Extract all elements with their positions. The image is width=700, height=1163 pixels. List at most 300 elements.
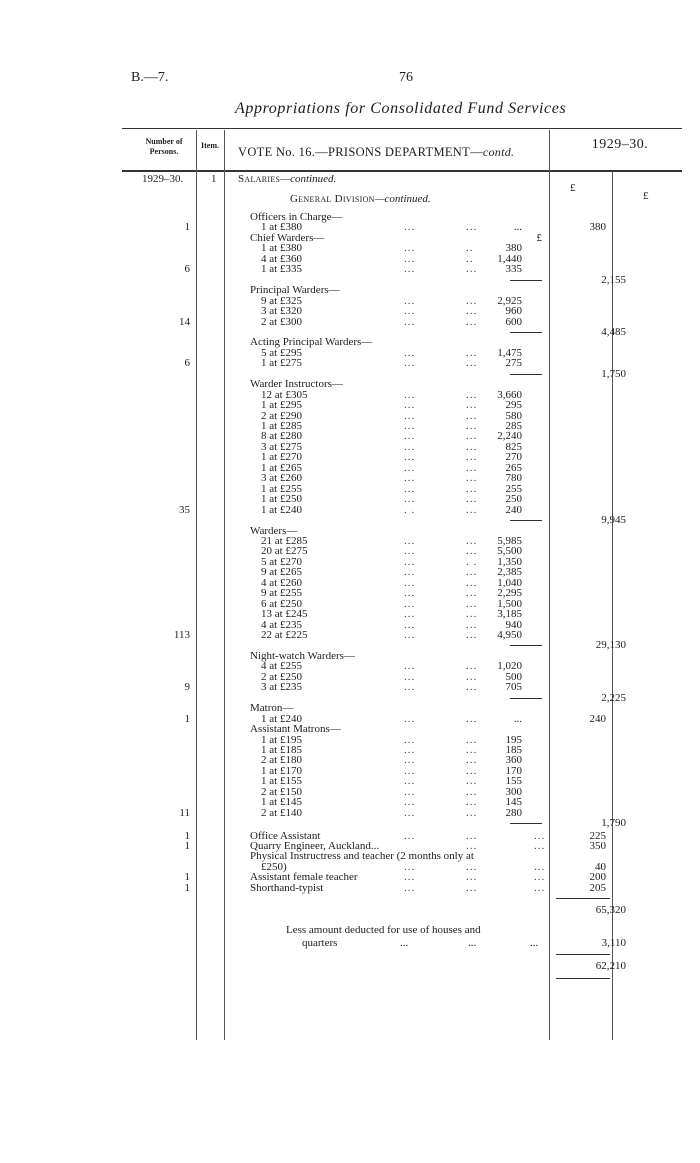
subtotal-rule bbox=[510, 698, 542, 699]
row-label: 21 at £285 bbox=[261, 534, 308, 547]
row-label: Quarry Engineer, Auckland... bbox=[250, 840, 380, 852]
row-amount: 155 bbox=[505, 775, 522, 788]
leader-dots: ... bbox=[534, 840, 546, 852]
row-label: Physical Instructress and teacher (2 months only at bbox=[250, 850, 474, 863]
table-row bbox=[120, 296, 680, 307]
row-amount: 1,440 bbox=[497, 252, 522, 265]
persons-count: 1 bbox=[184, 829, 190, 842]
row-total: 225 bbox=[589, 829, 606, 842]
row-label: 4 at £235 bbox=[261, 618, 302, 631]
row-amount: 3,185 bbox=[497, 608, 522, 621]
leader-dots: ... bbox=[404, 743, 416, 756]
row-amount: 270 bbox=[505, 451, 522, 464]
leader-dots: ... bbox=[404, 754, 416, 767]
row-amount: 2,295 bbox=[497, 587, 522, 600]
leader-dots: ... bbox=[466, 587, 478, 600]
persons-count: 1 bbox=[184, 221, 190, 234]
leader-dots: ... bbox=[404, 346, 416, 359]
row-label: 5 at £295 bbox=[261, 346, 302, 359]
vote-title-main: VOTE No. 16.—PRISONS DEPARTMENT— bbox=[238, 145, 483, 159]
row-label: 22 at £225 bbox=[261, 629, 308, 641]
table-row bbox=[120, 546, 680, 557]
leader-dots: ... bbox=[466, 597, 478, 610]
table-row bbox=[120, 682, 680, 693]
leader-dots: ... bbox=[404, 881, 416, 894]
row-label: 2 at £180 bbox=[261, 754, 302, 767]
row-label: 1 at £265 bbox=[261, 461, 302, 474]
table-row bbox=[120, 808, 680, 819]
row-total: 40 bbox=[595, 860, 606, 873]
group-title: Chief Warders— bbox=[250, 231, 325, 244]
row-label: Shorthand-typist bbox=[250, 881, 324, 894]
group-title: Night-watch Warders— bbox=[250, 649, 355, 662]
subtotal-rule bbox=[510, 645, 542, 646]
row-label: 2 at £250 bbox=[261, 670, 302, 683]
row-label: 1 at £285 bbox=[261, 420, 302, 432]
table-row bbox=[120, 442, 680, 453]
table-row bbox=[120, 787, 680, 798]
row-label: 2 at £150 bbox=[261, 785, 302, 798]
gross-total: 65,320 bbox=[595, 904, 626, 917]
leader-dots: ... bbox=[466, 840, 478, 852]
row-amount: 705 bbox=[505, 681, 522, 694]
persons-count: 113 bbox=[173, 629, 190, 641]
table-row bbox=[120, 599, 680, 610]
leader-dots: . . bbox=[466, 555, 478, 568]
row-amount: 3,660 bbox=[497, 388, 522, 401]
row-label: 1 at £250 bbox=[261, 493, 302, 506]
leader-dots: ... bbox=[466, 409, 478, 422]
subtotal-rule bbox=[510, 332, 542, 333]
row-amount: 335 bbox=[505, 263, 522, 276]
row-total: 350 bbox=[589, 840, 606, 852]
row-amount: 300 bbox=[505, 785, 522, 798]
persons-count: 1 bbox=[184, 881, 190, 894]
leader-dots: ... bbox=[466, 493, 478, 506]
leader-dots: ... bbox=[404, 587, 416, 600]
leader-dots: ... bbox=[404, 221, 416, 234]
total-rule bbox=[556, 978, 610, 979]
row-amount: 940 bbox=[505, 618, 522, 631]
leader-dots: ... bbox=[466, 263, 478, 276]
row-amount: 500 bbox=[505, 670, 522, 683]
row-amount: 285 bbox=[505, 420, 522, 432]
row-amount: 825 bbox=[505, 440, 522, 453]
table-row bbox=[120, 735, 680, 746]
row-amount: ... bbox=[513, 221, 522, 234]
table-row bbox=[120, 463, 680, 474]
group-total: 1,750 bbox=[601, 367, 626, 380]
row-label: 2 at £290 bbox=[261, 409, 302, 422]
row-label: Assistant female teacher bbox=[250, 871, 358, 884]
row-amount: 380 bbox=[505, 242, 522, 255]
group-title: Warders— bbox=[250, 524, 298, 537]
leader-dots: ... bbox=[404, 399, 416, 412]
leader-dots: .. bbox=[466, 252, 474, 265]
row-label: 1 at £170 bbox=[261, 764, 302, 777]
leader-dots: ... bbox=[404, 681, 416, 694]
leader-dots: ... bbox=[404, 712, 416, 725]
persons-count: 1 bbox=[184, 871, 190, 884]
table-row bbox=[120, 452, 680, 463]
row-amount: 2,385 bbox=[497, 566, 522, 579]
row-amount: 295 bbox=[505, 399, 522, 412]
leader-dots: ... bbox=[466, 829, 478, 842]
row-amount: 5,500 bbox=[497, 545, 522, 558]
leader-dots: ... bbox=[466, 785, 478, 798]
leader-dots: ... bbox=[534, 829, 546, 842]
leader-dots: ... bbox=[466, 440, 478, 453]
leader-dots: ... bbox=[404, 482, 416, 495]
row-label: 3 at £320 bbox=[261, 305, 302, 318]
group-total: 29,130 bbox=[595, 639, 626, 652]
row-amount: 195 bbox=[505, 733, 522, 746]
division-title bbox=[290, 193, 431, 205]
leader-dots: ... bbox=[404, 785, 416, 798]
row-label: 4 at £360 bbox=[261, 252, 302, 265]
row-label: 9 at £265 bbox=[261, 566, 302, 579]
table-row bbox=[120, 494, 680, 505]
table-row bbox=[120, 745, 680, 756]
leader-dots: ... bbox=[466, 618, 478, 631]
row-label: 1 at £275 bbox=[261, 357, 302, 370]
leader-dots: ... bbox=[466, 871, 478, 884]
leader-dots: ... bbox=[466, 221, 478, 234]
row-amount: 1,020 bbox=[497, 660, 522, 673]
row-label: 5 at £270 bbox=[261, 555, 302, 568]
leader-dots: ... bbox=[466, 860, 478, 873]
group-total: 2,225 bbox=[601, 691, 626, 704]
leader-dots: ... bbox=[404, 806, 416, 819]
persons-count: 11 bbox=[179, 806, 190, 819]
section-title-suffix: —continued. bbox=[280, 173, 337, 185]
leader-dots: ... bbox=[404, 242, 416, 255]
subtotal-rule bbox=[510, 374, 542, 375]
leader-dots: ... bbox=[466, 681, 478, 694]
row-label: 4 at £255 bbox=[261, 660, 302, 673]
leader-dots: ... bbox=[404, 294, 416, 307]
row-amount: 255 bbox=[505, 482, 522, 495]
page-reference: B.—7. bbox=[131, 70, 169, 85]
leader-dots: ... bbox=[404, 440, 416, 453]
table-row bbox=[120, 714, 680, 725]
row-label: 1 at £380 bbox=[261, 221, 302, 234]
persons-count: 1 bbox=[184, 840, 190, 852]
header-top-rule bbox=[122, 128, 682, 129]
row-label: 2 at £300 bbox=[261, 315, 302, 328]
persons-count: 1 bbox=[184, 712, 190, 725]
leader-dots: ... bbox=[404, 545, 416, 558]
leader-dots: ... bbox=[404, 430, 416, 443]
row-amount: 600 bbox=[505, 315, 522, 328]
row-amount: 360 bbox=[505, 754, 522, 767]
table-row bbox=[120, 755, 680, 766]
leader-dots: ... bbox=[530, 936, 539, 949]
row-label: 4 at £260 bbox=[261, 576, 302, 589]
leader-dots: ... bbox=[404, 566, 416, 579]
row-label: 1 at £295 bbox=[261, 399, 302, 412]
row-amount: 5,985 bbox=[497, 534, 522, 547]
table-row bbox=[120, 883, 680, 894]
group-total: 9,945 bbox=[601, 514, 626, 527]
leader-dots: ... bbox=[404, 576, 416, 589]
section-title-main: Salaries bbox=[238, 173, 281, 185]
row-label: 13 at £245 bbox=[261, 608, 308, 621]
row-label: 2 at £140 bbox=[261, 806, 302, 819]
leader-dots: ... bbox=[468, 936, 477, 949]
leader-dots: ... bbox=[534, 881, 546, 894]
row-label: 8 at £280 bbox=[261, 430, 302, 443]
row-label: 1 at £255 bbox=[261, 482, 302, 495]
item-number: 1 bbox=[211, 173, 217, 185]
table-row bbox=[120, 661, 680, 672]
group-title: Acting Principal Warders— bbox=[250, 336, 373, 349]
leader-dots: ... bbox=[466, 357, 478, 370]
table-row bbox=[120, 243, 680, 254]
persons-count: 14 bbox=[179, 315, 190, 328]
deduction-amount: 3,110 bbox=[601, 936, 626, 949]
table-row bbox=[120, 421, 680, 432]
section-title bbox=[238, 173, 336, 185]
leader-dots: ... bbox=[404, 263, 416, 276]
header-bottom-rule bbox=[122, 170, 682, 172]
table-row bbox=[120, 620, 680, 631]
leader-dots: ... bbox=[534, 871, 546, 884]
persons-count: 9 bbox=[184, 681, 190, 694]
row-label: 1 at £240 bbox=[261, 503, 302, 516]
currency-symbol: £ bbox=[643, 190, 649, 202]
leader-dots: ... bbox=[466, 660, 478, 673]
row-amount: 280 bbox=[505, 806, 522, 819]
leader-dots: ... bbox=[404, 451, 416, 464]
group-title: Matron— bbox=[250, 702, 294, 715]
row-amount: 250 bbox=[505, 493, 522, 506]
row-label: 20 at £275 bbox=[261, 545, 308, 558]
leader-dots: ... bbox=[466, 576, 478, 589]
row-amount: 275 bbox=[505, 357, 522, 370]
leader-dots: ... bbox=[404, 608, 416, 621]
leader-dots: ... bbox=[466, 806, 478, 819]
row-label: 1 at £145 bbox=[261, 796, 302, 809]
row-amount: 580 bbox=[505, 409, 522, 422]
leader-dots: ... bbox=[466, 315, 478, 328]
leader-dots: ... bbox=[466, 754, 478, 767]
group-total: 1,790 bbox=[601, 817, 626, 830]
table-row bbox=[120, 222, 680, 233]
column-header-item: Item. bbox=[201, 141, 219, 150]
total-rule bbox=[556, 898, 610, 899]
row-label: 1 at £335 bbox=[261, 263, 302, 276]
table-row bbox=[120, 766, 680, 777]
currency-symbol: £ bbox=[536, 231, 542, 244]
row-amount: 1,040 bbox=[497, 576, 522, 589]
page-number: 76 bbox=[399, 70, 413, 85]
group-total: 2,155 bbox=[601, 273, 626, 286]
table-row bbox=[120, 672, 680, 683]
group-title: Warder Instructors— bbox=[250, 378, 343, 391]
table-row bbox=[120, 578, 680, 589]
table-row bbox=[120, 348, 680, 359]
column-header-year: 1929–30. bbox=[591, 137, 649, 152]
leader-dots: ... bbox=[404, 534, 416, 547]
leader-dots: ... bbox=[404, 555, 416, 568]
row-label: 3 at £275 bbox=[261, 440, 302, 453]
currency-symbol: £ bbox=[570, 182, 576, 194]
leader-dots: ... bbox=[466, 294, 478, 307]
table-row bbox=[120, 609, 680, 620]
row-amount: 1,475 bbox=[497, 346, 522, 359]
table-row bbox=[120, 505, 680, 516]
row-amount: 265 bbox=[505, 461, 522, 474]
subtotal-rule bbox=[510, 520, 542, 521]
leader-dots: ... bbox=[534, 860, 546, 873]
row-label: Office Assistant bbox=[250, 829, 321, 842]
leader-dots: ... bbox=[466, 796, 478, 809]
division-title-main: General Division bbox=[290, 193, 375, 205]
page-title: Appropriations for Consolidated Fund Services bbox=[235, 100, 567, 117]
leader-dots: ... bbox=[404, 461, 416, 474]
group-total: 4,485 bbox=[601, 325, 626, 338]
table-row bbox=[120, 776, 680, 787]
leader-dots: ... bbox=[404, 796, 416, 809]
leader-dots: ... bbox=[404, 597, 416, 610]
subtotal-rule bbox=[510, 280, 542, 281]
leader-dots: ... bbox=[466, 472, 478, 485]
leader-dots: ... bbox=[466, 881, 478, 894]
leader-dots: ... bbox=[466, 743, 478, 756]
year-label: 1929–30. bbox=[142, 173, 184, 185]
table-row bbox=[120, 557, 680, 568]
leader-dots: ... bbox=[400, 936, 409, 949]
row-total: 240 bbox=[589, 712, 606, 725]
row-label: 1 at £195 bbox=[261, 733, 302, 746]
table-row bbox=[120, 254, 680, 265]
row-amount: ... bbox=[513, 712, 522, 725]
leader-dots: ... bbox=[404, 420, 416, 432]
row-label: 1 at £240 bbox=[261, 712, 302, 725]
table-row bbox=[120, 567, 680, 578]
row-amount: 2,925 bbox=[497, 294, 522, 307]
leader-dots: ... bbox=[404, 388, 416, 401]
leader-dots: ... bbox=[466, 503, 478, 516]
division-title-suffix: —continued. bbox=[374, 193, 431, 205]
leader-dots: ... bbox=[404, 860, 416, 873]
vote-title-suffix: contd. bbox=[482, 145, 515, 159]
row-label: 12 at £305 bbox=[261, 388, 308, 401]
row-total: 380 bbox=[589, 221, 606, 234]
leader-dots: ... bbox=[466, 629, 478, 641]
row-label: 9 at £325 bbox=[261, 294, 302, 307]
table-row bbox=[120, 797, 680, 808]
leader-dots: ... bbox=[404, 618, 416, 631]
row-label: 1 at £155 bbox=[261, 775, 302, 788]
column-header-persons: Number of Persons. bbox=[145, 137, 183, 156]
leader-dots: ... bbox=[466, 420, 478, 432]
leader-dots: ... bbox=[466, 733, 478, 746]
leader-dots: ... bbox=[404, 764, 416, 777]
row-amount: 1,350 bbox=[497, 555, 522, 568]
row-amount: 240 bbox=[505, 503, 522, 516]
leader-dots: ... bbox=[466, 534, 478, 547]
table-row bbox=[120, 588, 680, 599]
leader-dots: ... bbox=[466, 482, 478, 495]
leader-dots: . . bbox=[404, 503, 416, 516]
row-amount: 185 bbox=[505, 743, 522, 756]
leader-dots: ... bbox=[404, 733, 416, 746]
table-row bbox=[120, 484, 680, 495]
row-amount: 4,950 bbox=[497, 629, 522, 641]
table-row bbox=[120, 390, 680, 401]
leader-dots: ... bbox=[404, 629, 416, 641]
leader-dots: ... bbox=[466, 764, 478, 777]
row-label: 1 at £270 bbox=[261, 451, 302, 464]
leader-dots: ... bbox=[404, 315, 416, 328]
deduction-label: quarters bbox=[302, 936, 338, 949]
group-title: Assistant Matrons— bbox=[250, 723, 341, 736]
leader-dots: ... bbox=[404, 829, 416, 842]
group-title: Officers in Charge— bbox=[250, 211, 343, 223]
leader-dots: ... bbox=[404, 305, 416, 318]
persons-count: 6 bbox=[184, 357, 190, 370]
row-amount: 960 bbox=[505, 305, 522, 318]
leader-dots: ... bbox=[404, 472, 416, 485]
leader-dots: ... bbox=[466, 670, 478, 683]
leader-dots: ... bbox=[466, 608, 478, 621]
table-row bbox=[120, 411, 680, 422]
row-amount: 780 bbox=[505, 472, 522, 485]
leader-dots: .. bbox=[466, 242, 474, 255]
leader-dots: ... bbox=[466, 775, 478, 788]
leader-dots: ... bbox=[466, 566, 478, 579]
leader-dots: ... bbox=[404, 775, 416, 788]
leader-dots: ... bbox=[466, 712, 478, 725]
row-amount: 170 bbox=[505, 764, 522, 777]
row-label: 3 at £260 bbox=[261, 472, 302, 485]
leader-dots: ... bbox=[466, 305, 478, 318]
leader-dots: ... bbox=[466, 461, 478, 474]
row-label: 3 at £235 bbox=[261, 681, 302, 694]
leader-dots: ... bbox=[466, 399, 478, 412]
row-amount: 1,500 bbox=[497, 597, 522, 610]
net-total: 62,210 bbox=[595, 959, 626, 972]
leader-dots: ... bbox=[404, 660, 416, 673]
leader-dots: ... bbox=[404, 670, 416, 683]
leader-dots: ... bbox=[404, 357, 416, 370]
subtotal-rule bbox=[510, 823, 542, 824]
leader-dots: ... bbox=[466, 451, 478, 464]
deduction-label: Less amount deducted for use of houses and bbox=[286, 924, 481, 937]
leader-dots: ... bbox=[466, 346, 478, 359]
leader-dots: ... bbox=[466, 388, 478, 401]
table-row bbox=[120, 306, 680, 317]
leader-dots: ... bbox=[404, 871, 416, 884]
table-row bbox=[120, 473, 680, 484]
leader-dots: ... bbox=[466, 545, 478, 558]
table-row bbox=[120, 431, 680, 442]
row-label: 9 at £255 bbox=[261, 587, 302, 600]
table-row bbox=[120, 317, 680, 328]
table-row bbox=[120, 358, 680, 369]
leader-dots: ... bbox=[404, 409, 416, 422]
row-total: 205 bbox=[589, 881, 606, 894]
table-row bbox=[120, 400, 680, 411]
row-total: 200 bbox=[589, 871, 606, 884]
persons-count: 6 bbox=[184, 263, 190, 276]
leader-dots: ... bbox=[466, 430, 478, 443]
row-label: £250) bbox=[261, 860, 287, 873]
leader-dots: ... bbox=[404, 252, 416, 265]
row-amount: 2,240 bbox=[497, 430, 522, 443]
